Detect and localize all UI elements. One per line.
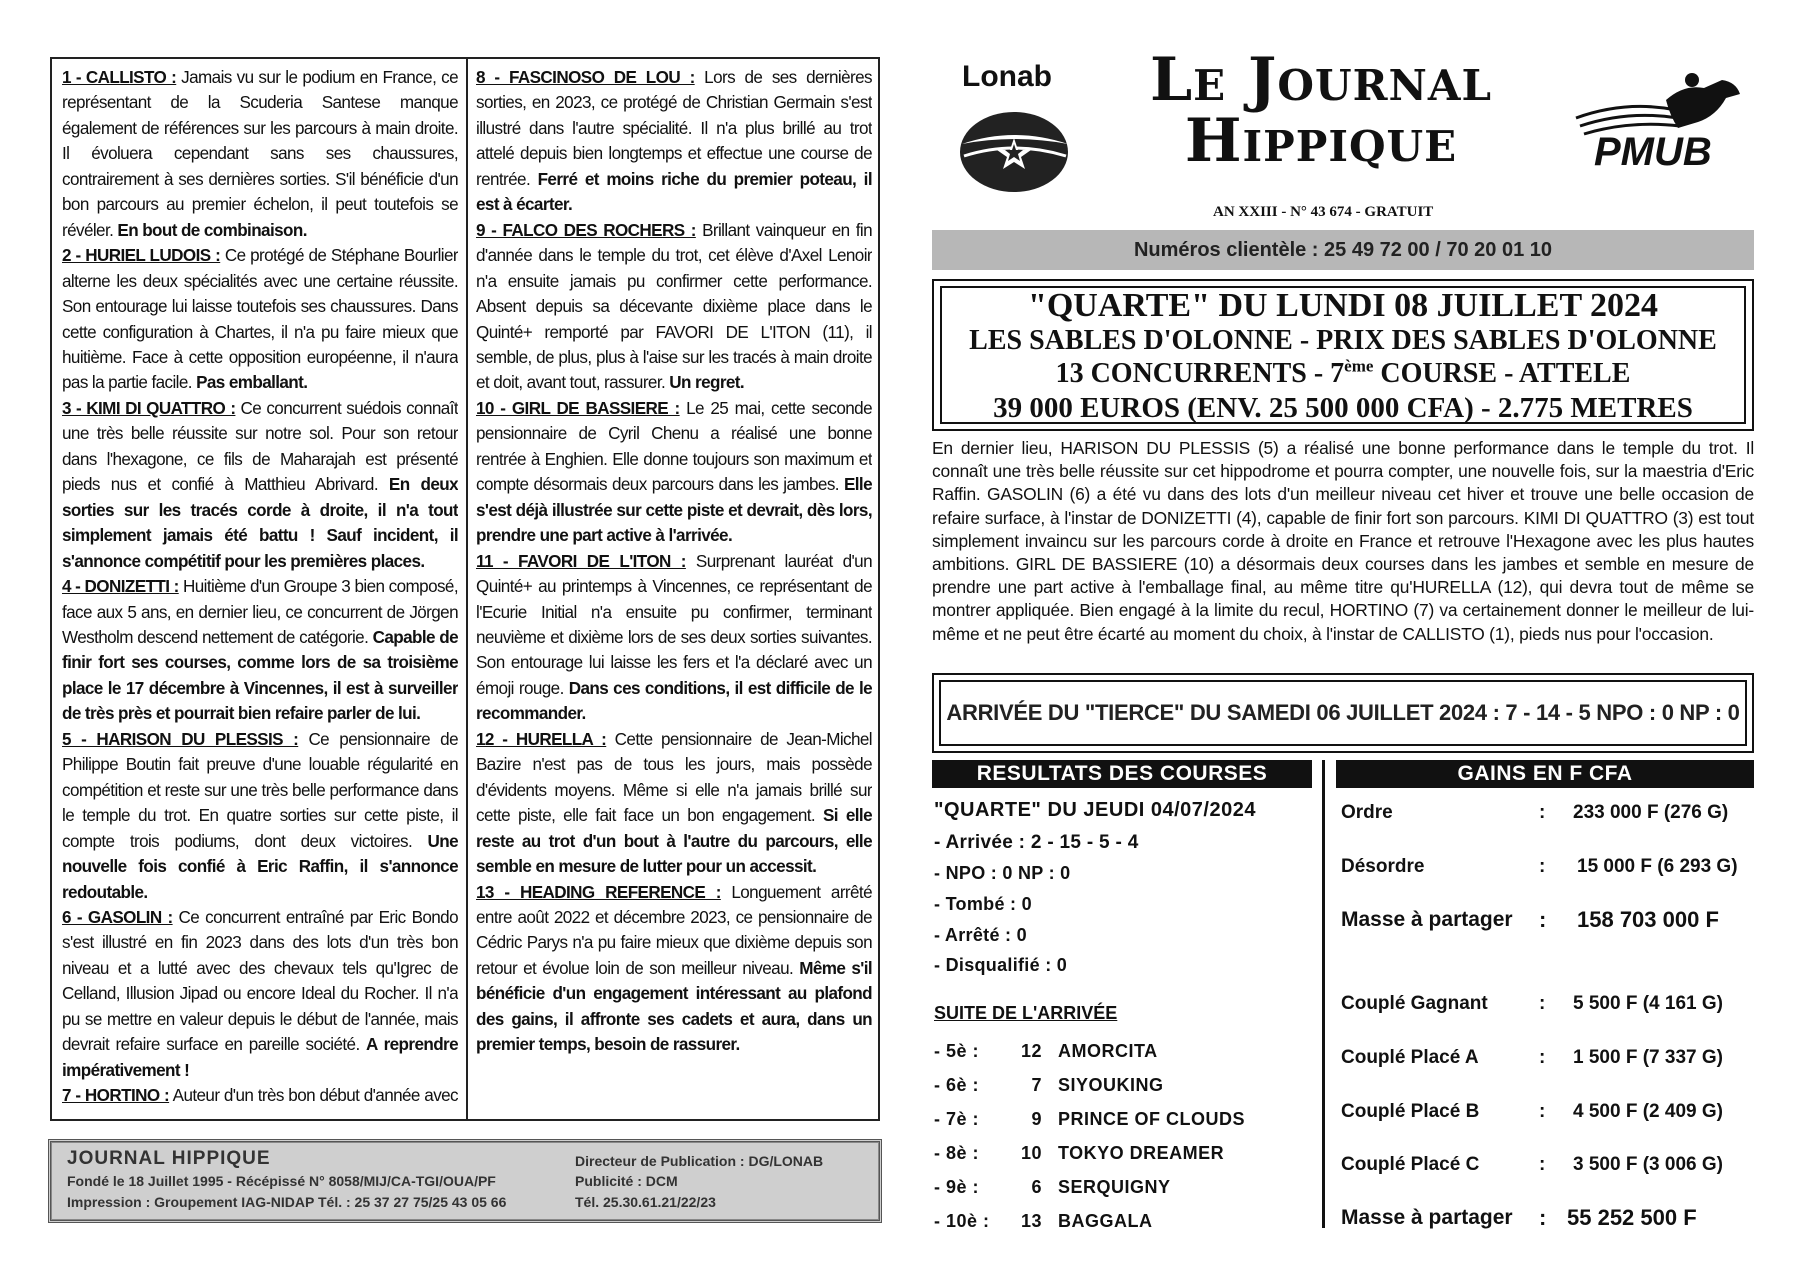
results-block: [934, 793, 1314, 1231]
results-tombe: - Tombé : 0: [934, 894, 1032, 914]
horse-entry-12: 12 - HURELLA : Cette pensionnaire de Jean-Michel Bazire n'est pas de tous les jours, mais possède d'évidents moyens. Même si elle n'a jamais brillé sur cette piste, elle fait face un bon engagement. Si elle reste au trot d'un bout à l'autre du parcours, elle semble en mesure de lutter pour un accessit.: [476, 729, 872, 877]
results-divider: [1322, 760, 1325, 1228]
descriptions-column-1: [62, 65, 458, 1113]
suite-row: - 5è : 12 AMORCITA: [934, 1041, 1158, 1061]
horse-entry-13: 13 - HEADING REFERENCE : Longuement arrêté entre août 2022 et décembre 2023, ce pensionnaire de Cédric Parys n'a pu faire mieux que dixième depuis son retour et évolue loin de son meilleur niveau. Même s'il bénéficie d'un engagement intéressant au plafond des gains, il affronte ses cadets et aura, dans un premier temps, besoin de rassurer.: [476, 882, 872, 1055]
footer-title: JOURNAL HIPPIQUE: [67, 1148, 271, 1169]
horse-entry-9: 9 - FALCO DES ROCHERS : Brillant vainqueur en fin d'année dans le temple du trot, cet élève d'Axel Lenoir n'a ensuite jamais pu confirmer cette performance. Absent depuis sa décevante dixième place dans le Quinté+ remporté par FAVORI DE L'ITON (11), il semble, de plus, plus à l'aise sur les tracés à main droite et doit, avant tout, rassurer. Un regret.: [476, 220, 872, 393]
footer-phone: Tél. 25.30.61.21/22/23: [575, 1194, 716, 1210]
suite-row: - 6è : 7 SIYOUKING: [934, 1075, 1164, 1095]
gains-row-couple-gagnant: Couplé Gagnant : 5 500 F (4 161 G): [1341, 993, 1723, 1014]
masthead-line-1: Le Journal: [1149, 45, 1493, 115]
tierce-result: ARRIVÉE DU "TIERCE" DU SAMEDI 06 JUILLET 2024 : 7 - 14 - 5 NPO : 0 NP : 0: [939, 680, 1747, 746]
suite-row: - 7è : 9 PRINCE OF CLOUDS: [934, 1109, 1246, 1129]
edition-number: AN XXIII - N° 43 674 - GRATUIT: [1213, 204, 1434, 220]
pmub-logo: [1566, 70, 1746, 180]
tierce-result-box: [932, 673, 1754, 753]
horse-entry-6: 6 - GASOLIN : Ce concurrent entraîné par Eric Bondo s'est illustré en fin 2023 dans des lots d'un très bon niveau et a lutté avec des chevaux tels qu'Igrec de Celland, Illusion Jipad ou encore Ideal du Rocher. Il n'a pu se mettre en valeur depuis le début de l'année, mais devrait refaire surface en pareille société. A reprendre impérativement !: [62, 907, 458, 1080]
horse-descriptions-box: [50, 57, 880, 1121]
horse-entry-7: 7 - HORTINO : Auteur d'un très bon début d'année avec: [62, 1086, 458, 1106]
suite-row: - 8è : 10 TOKYO DREAMER: [934, 1143, 1225, 1163]
gains-header: GAINS EN F CFA: [1336, 760, 1754, 788]
lonab-logo: [956, 60, 1071, 195]
gains-row-couple-place-c: Couplé Placé C : 3 500 F (3 006 G): [1341, 1154, 1723, 1175]
suite-arrivee-title: SUITE DE L'ARRIVÉE: [934, 1003, 1118, 1023]
publication-footer: [48, 1139, 882, 1223]
results-arrete: - Arrêté : 0: [934, 925, 1027, 945]
horse-entry-2: 2 - HURIEL LUDOIS : Ce protégé de Stéphane Bourlier alterne les deux spécialités avec une certaine réussite. Son entourage lui laisse toutefois ses chaussures. Dans cette configuration à Chartes, il n'a pu faire mieux que huitième. Face à cette opposition européenne, il n'aura pas la partie facile. Pas emballant.: [62, 246, 458, 393]
quarte-title: "QUARTE" DU LUNDI 08 JUILLET 2024: [1027, 287, 1659, 324]
horse-entry-10: 10 - GIRL DE BASSIERE : Le 25 mai, cette seconde pensionnaire de Cyril Chenu a réalisé une bonne rentrée à Enghien. Elle donne toujours son maximum et compte désormais deux parcours dans les jambes. Elle s'est déjà illustrée sur cette piste et devrait, dès lors, prendre une part active à l'arrivée.: [476, 398, 872, 546]
footer-printing: Impression : Groupement IAG-NIDAP Tél. : 25 37 27 75/25 43 05 66: [67, 1194, 507, 1210]
footer-founded: Fondé le 18 Juillet 1995 - Récépissé N° 8058/MIJ/CA-TGI/OUA/PF: [67, 1173, 496, 1189]
results-npo: - NPO : 0 NP : 0: [934, 863, 1071, 883]
lonab-wordmark: Lonab: [962, 60, 1052, 93]
gains-row-couple-place-a: Couplé Placé A : 1 500 F (7 337 G): [1341, 1047, 1723, 1068]
horse-entry-8: 8 - FASCINOSO DE LOU : Lors de ses dernières sorties, en 2023, ce protégé de Christian Germain s'est illustré dans l'autre spécialité. Il n'a plus brillé au trot attelé depuis bien longtemps et effectue une course de rentrée. Ferré et moins riche du premier poteau, il est à écarter.: [476, 68, 872, 215]
horse-entry-5: 5 - HARISON DU PLESSIS : Ce pensionnaire de Philippe Boutin fait preuve d'une louable régularité en compétition et reste sur une très belle performance dans le temple du trot. En quatre sorties sur cette piste, il compte trois podiums, dont deux victoires. Une nouvelle fois confié à Eric Raffin, il s'annonce redoutable.: [62, 729, 458, 902]
pmub-wordmark: PMUB: [1594, 130, 1712, 174]
masthead-title: [1096, 45, 1546, 176]
gains-row-couple-place-b: Couplé Placé B : 4 500 F (2 409 G): [1341, 1101, 1723, 1122]
quarte-announcement-inner: [940, 286, 1746, 424]
results-quarte-title: "QUARTE" DU JEUDI 04/07/2024: [934, 799, 1256, 821]
horse-entry-3: 3 - KIMI DI QUATTRO : Ce concurrent suédois connaît une très belle réussite sur notre sol. Pour son retour dans l'hexagone, ce fils de Maharajah est présenté pieds nus et confié à Matthieu Abrivard. En deux sorties sur les tracés corde à droite, il n'a tout simplement jamais été battu ! Sauf incident, il s'annonce compétitif pour les premières places.: [62, 398, 458, 571]
gains-row-ordre: Ordre : 233 000 F (276 G): [1341, 802, 1729, 823]
suite-row: - 9è : 6 SERQUIGNY: [934, 1177, 1171, 1197]
gains-row-desordre: Désordre : 15 000 F (6 293 G): [1341, 856, 1738, 877]
results-header: RESULTATS DES COURSES: [932, 760, 1312, 788]
quarte-venue: LES SABLES D'OLONNE - PRIX DES SABLES D'OLONNE: [969, 325, 1717, 356]
footer-director: Directeur de Publication : DG/LONAB: [575, 1153, 824, 1169]
results-arrivee: - Arrivée : 2 - 15 - 5 - 4: [934, 832, 1139, 853]
gains-row-masse-2: Masse à partager : 55 252 500 F: [1341, 1205, 1697, 1230]
horse-entry-4: 4 - DONIZETTI : Huitième d'un Groupe 3 bien composé, face aux 5 ans, en dernier lieu, ce concurrent de Jörgen Westholm descend nettement de catégorie. Capable de finir fort ses courses, comme lors de sa troisième place le 17 décembre à Vincennes, il est à surveiller de très près et pourrait bien refaire parler de lui.: [62, 577, 458, 724]
masthead-line-2: Hippique: [1184, 106, 1458, 176]
horse-entry-11: 11 - FAVORI DE L'ITON : Surprenant lauréat d'un Quinté+ au printemps à Vincennes, ce représentant de l'Ecurie Initial n'a ensuite pu confirmer, terminant neuvième et dixième lors de ses deux sorties suivantes. Son entourage lui laisse les fers et l'a déclaré avec un émoji rouge. Dans ces conditions, il est difficile de le recommander.: [476, 551, 872, 724]
quarte-announcement: [932, 279, 1754, 431]
quarte-purse-distance: 39 000 EUROS (ENV. 25 500 000 CFA) - 2.775 METRES: [993, 392, 1693, 424]
footer-publicity: Publicité : DCM: [575, 1173, 678, 1189]
gains-row-masse-1: Masse à partager : 158 703 000 F: [1341, 907, 1719, 932]
horse-entry-1: 1 - CALLISTO : Jamais vu sur le podium en France, ce représentant de la Scuderia Santese manque également de références sur les parcours à main droite. Il évoluera cependant sans ses chaussures, contrairement à ses dernières sorties. S'il bénéficie d'un bon parcours au premier échelon, il peut toutefois se révéler. En bout de combinaison.: [62, 68, 458, 240]
client-numbers-bar: Numéros clientèle : 25 49 72 00 / 70 20 01 10: [932, 230, 1754, 270]
descriptions-column-2: [476, 65, 872, 1113]
results-disqualifie: - Disqualifié : 0: [934, 955, 1068, 975]
race-commentary: En dernier lieu, HARISON DU PLESSIS (5) a réalisé une bonne performance dans le temple du trot. Il connaît une très belle réussite sur cet hippodrome et pourra compter, une nouvelle fois, sur la maestria d'Eric Raffin. GASOLIN (6) a été vu dans des lots d'un meilleur niveau cet hiver et trouve une belle occasion de refaire surface, à l'instar de DONIZETTI (4), capable de finir fort son parcours. KIMI DI QUATTRO (3) est tout simplement invaincu sur les parcours corde à droite en France et retrouve l'Hexagone avec les plus hautes ambitions. GIRL DE BASSIERE (10) a désormais deux courses dans les jambes et semble en mesure de prendre une part active à l'emballage final, au même titre qu'HURELLA (12), qui devra tout de même se montrer appliquée. Bien engagé à la limite du recul, HORTINO (7) va certainement donner le meilleur de lui-même et ne peut être écarté au moment du choix, à l'instar de CALLISTO (1), pieds nus pour l'occasion.: [932, 438, 1754, 644]
column-divider: [466, 59, 468, 1119]
quarte-race-info: 13 CONCURRENTS - 7ème COURSE - ATTELE: [1055, 356, 1631, 389]
suite-row: - 10è : 13 BAGGALA: [934, 1211, 1153, 1231]
